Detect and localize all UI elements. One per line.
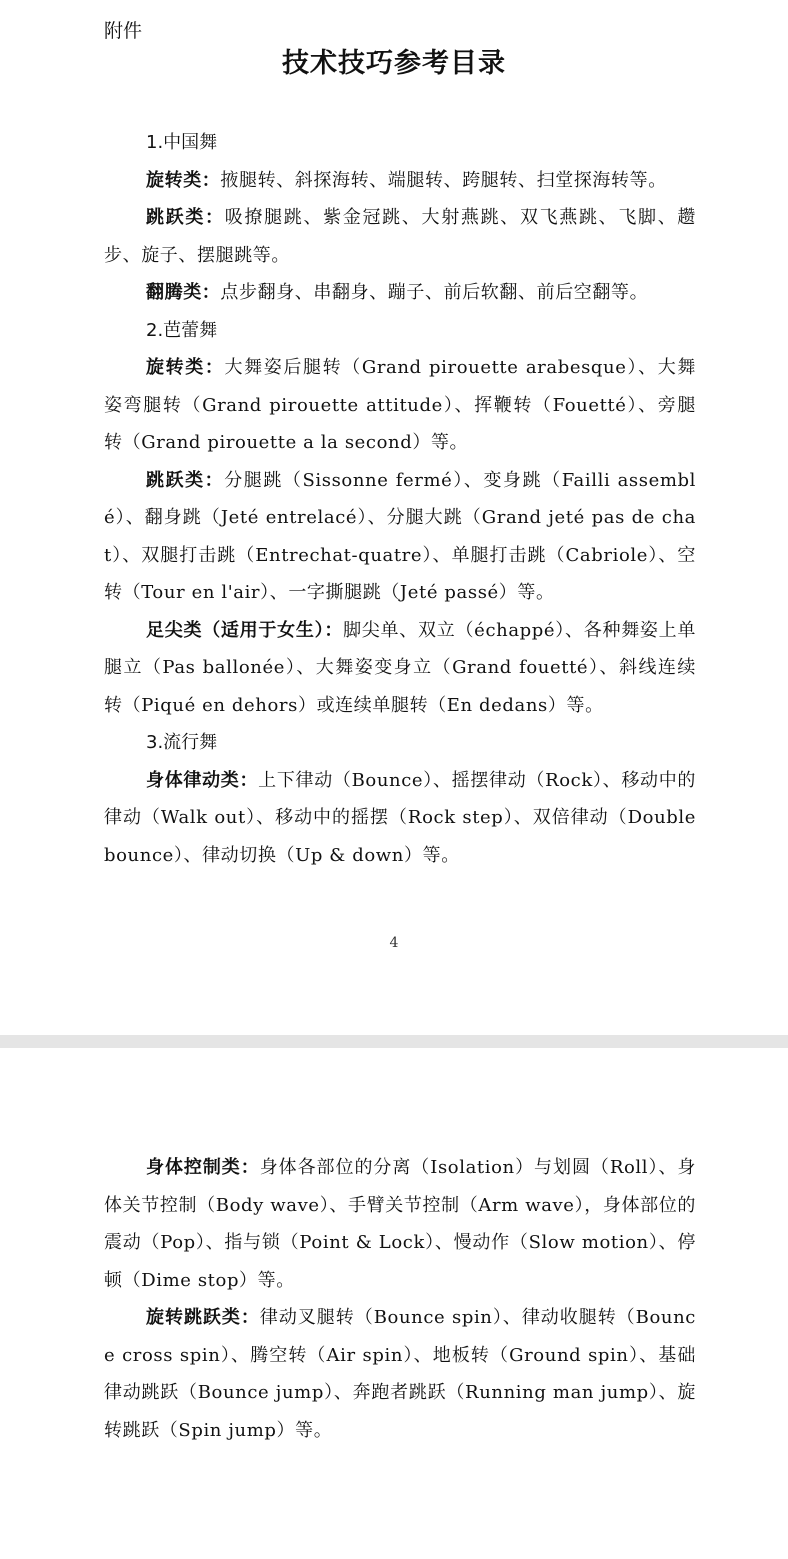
paragraph-lead: 身体控制类：: [146, 1157, 260, 1178]
paragraph-chinese-tumbling: [104, 274, 696, 312]
paragraph-body-control: [104, 1149, 696, 1299]
paragraph-text: 身体各部位的分离（Isolation）与划圆（Roll）、身体关节控制（Body wave）、手臂关节控制（Arm wave），身体部位的震动（Pop）、指与锁（Point & Lock）、慢动作（Slow motion）、停顿（Dime stop）等。: [104, 1157, 696, 1291]
paragraph-chinese-jumps: [104, 199, 696, 274]
section-heading-ballet: 2.芭蕾舞: [146, 319, 218, 341]
paragraph-text: 律动叉腿转（Bounce spin）、律动收腿转（Bounce cross spin）、腾空转（Air spin）、地板转（Ground spin）、基础律动跳跃（Bounce jump）、奔跑者跳跃（Running man jump）、旋转跳跃（Spin jump）等。: [104, 1307, 696, 1441]
paragraph-lead: 旋转跳跃类：: [146, 1307, 260, 1328]
section-heading-popular-dance: 3.流行舞: [146, 732, 218, 753]
paragraph-lead: 翻腾类：: [146, 282, 221, 303]
page-separator: [0, 1035, 788, 1048]
paragraph-lead: 身体律动类：: [146, 769, 259, 791]
paragraph-lead: 旋转类：: [146, 357, 225, 378]
paragraph-text: 大舞姿后腿转（Grand pirouette arabesque）、大舞姿弯腿转（Grand pirouette attitude）、挥鞭转（Fouetté）、旁腿转（Grand pirouette a la second）等。: [104, 357, 696, 453]
paragraph-ballet-pointe: [104, 612, 696, 725]
paragraph-lead: 跳跃类：: [146, 207, 225, 228]
paragraph-text: 上下律动（Bounce）、摇摆律动（Rock）、移动中的律动（Walk out）、移动中的摇摆（Rock step）、双倍律动（Double bounce）、律动切换（Up & down）等。: [104, 769, 696, 866]
paragraph-body-groove: [104, 762, 696, 875]
paragraph-lead: 旋转类：: [146, 169, 221, 191]
paragraph-text: 分腿跳（Sissonne fermé）、变身跳（Failli assemblé）、翻身跳（Jeté entrelacé）、分腿大跳（Grand jeté pas de chat）、双腿打击跳（Entrechat-quatre）、单腿打击跳（Cabriole）、空转（Tour en l'air）、一字撕腿跳（Jeté passé）等。: [104, 469, 697, 603]
paragraph-text: 点步翻身、串翻身、蹦子、前后软翻、前后空翻等。: [220, 282, 649, 303]
paragraph-text: 掖腿转、斜探海转、端腿转、跨腿转、扫堂探海转等。: [220, 169, 667, 191]
attachment-label: 附件: [104, 20, 143, 42]
document-title: 技术技巧参考目录: [282, 48, 506, 79]
paragraph-chinese-spins: [104, 162, 696, 200]
paragraph-lead: 跳跃类：: [146, 469, 225, 491]
paragraph-ballet-jumps: [104, 462, 696, 612]
paragraph-lead: 足尖类（适用于女生）：: [146, 619, 344, 641]
paragraph-ballet-spins: [104, 349, 696, 462]
document-page-2: [0, 1048, 788, 1559]
page-1-body: [104, 124, 696, 874]
page-number: 4: [389, 935, 399, 951]
section-heading-chinese-dance: 1.中国舞: [146, 132, 218, 153]
paragraph-spin-jumps: [104, 1299, 696, 1449]
paragraph-text: 脚尖单、双立（échappé）、各种舞姿上单腿立（Pas ballonée）、大舞姿变身立（Grand fouetté）、斜线连续转（Piqué en dehors）或连续单腿转（En dedans）等。: [104, 619, 696, 716]
page-2-body: [104, 1149, 696, 1449]
paragraph-text: 吸撩腿跳、紫金冠跳、大射燕跳、双飞燕跳、飞脚、趱步、旋子、摆腿跳等。: [104, 207, 696, 266]
